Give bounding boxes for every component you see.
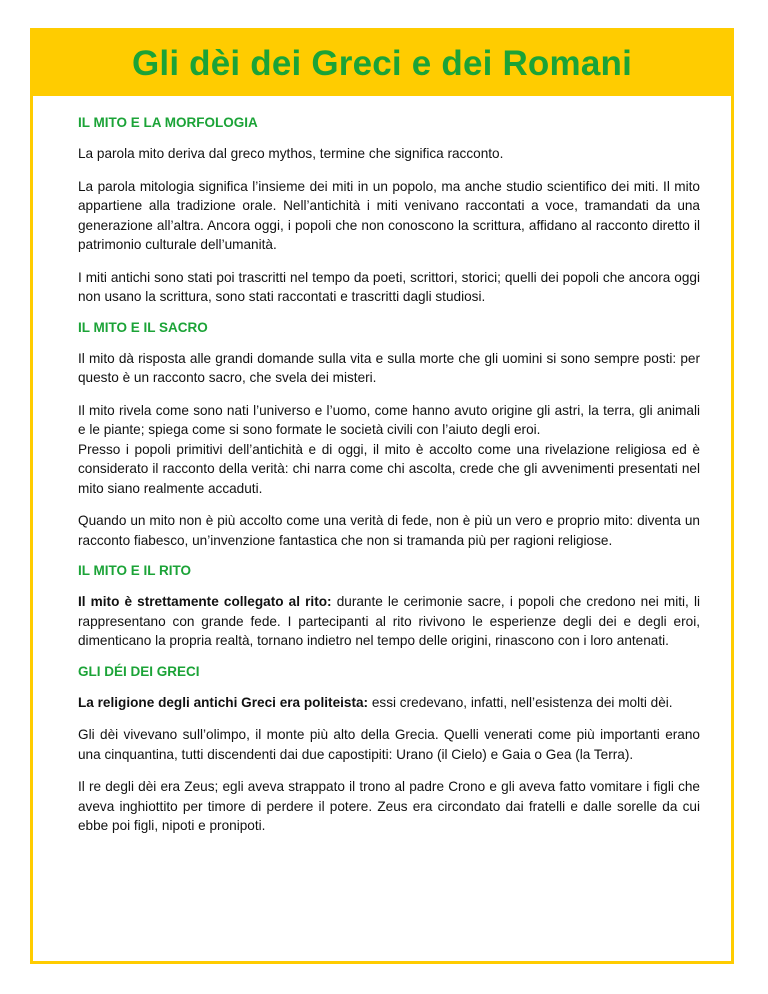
paragraph: I miti antichi sono stati poi trascritti nel tempo da poeti, scrittori, storici; quelli dei popoli che ancora oggi non usano la scrittura, sono stati raccontati e trascritti dagli studiosi.	[78, 269, 700, 304]
paragraph: Il mito dà risposta alle grandi domande sulla vita e sulla morte che gli uomini si sono sempre posti: per questo è un racconto sacro, che svela dei misteri.	[78, 350, 700, 385]
section-heading-mito-sacro: IL MITO E IL SACRO	[78, 319, 208, 335]
paragraph-text: durante le cerimonie sacre, i popoli che credono nei miti, li rappresentano con grande fede. I partecipanti al rito rivivono le esperienze degli dei e degli eroi, dimenticano la propria realtà, tornano indietro nel tempo delle origini, rinascono con i loro antenati.	[78, 594, 700, 648]
paragraph: Quando un mito non è più accolto come una verità di fede, non è più un vero e proprio mito: diventa un racconto fiabesco, un’invenzione fantastica che non si tramanda più per ragioni religiose.	[78, 513, 700, 548]
paragraph: Gli dèi vivevano sull’olimpo, il monte più alto della Grecia. Quelli venerati come più importanti erano una cinquantina, tutti discendenti dai due capostipiti: Urano (il Cielo) e Gaia o Gea (la Terra).	[78, 727, 700, 762]
page-title: Gli dèi dei Greci e dei Romani	[131, 43, 633, 83]
bold-lead: Il mito è strettamente collegato al rito:	[78, 594, 332, 609]
paragraph: La parola mitologia significa l’insieme dei miti in un popolo, ma anche studio scientifico dei miti. Il mito appartiene alla tradizione orale. Nell’antichità i miti venivano raccontati a voce, tramandati da una generazione all’altra. Ancora oggi, i popoli che non conoscono la scrittura, affidano al racconto diretto il patrimonio culturale dell’umanità.	[78, 178, 700, 252]
paragraph	[78, 693, 700, 713]
paragraph-text: essi credevano, infatti, nell’esistenza dei molti dèi.	[368, 694, 673, 710]
paragraph: La parola mito deriva dal greco mythos, termine che significa racconto.	[78, 146, 504, 161]
page-frame	[30, 28, 734, 964]
paragraph: Il mito rivela come sono nati l’universo e l’uomo, come hanno avuto origine gli astri, la terra, gli animali e le piante; spiega come si sono formate le società civili con l’aiuto degli eroi.	[78, 402, 700, 437]
section-heading-dei-greci: GLI DÉI DEI GRECI	[78, 663, 200, 679]
bold-lead: La religione degli antichi Greci era politeista:	[78, 694, 369, 710]
document-body	[78, 115, 700, 849]
title-band	[33, 31, 731, 96]
paragraph: Presso i popoli primitivi dell’antichità e di oggi, il mito è accolto come una rivelazione religiosa ed è considerato il racconto della verità: chi narra come chi ascolta, crede che gli avvenimenti presentati nel mito siano realmente accaduti.	[78, 441, 700, 496]
section-heading-mito-rito: IL MITO E IL RITO	[78, 563, 192, 578]
paragraph: Il re degli dèi era Zeus; egli aveva strappato il trono al padre Crono e gli aveva fatto vomitare i figli che aveva inghiottito per timore di perdere il potere. Zeus era circondato dai fratelli e dalle sorelle da cui ebbe poi figli, nipoti e pronipoti.	[78, 779, 700, 833]
paragraph	[78, 592, 700, 651]
section-heading-mito-morfologia: IL MITO E LA MORFOLOGIA	[78, 115, 258, 130]
